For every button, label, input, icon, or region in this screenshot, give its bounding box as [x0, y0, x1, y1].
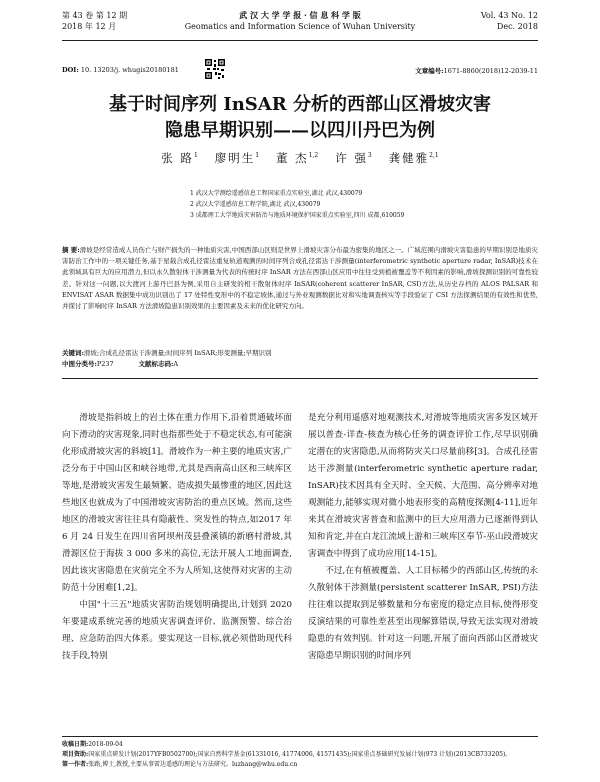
- first-author: 第一作者:张路,博士,教授,主要从事雷达遥感的理论与方法研究。luzhang@whu.edu.cn: [62, 761, 298, 768]
- clc-value: P237: [96, 360, 114, 368]
- header-rule: [62, 40, 538, 41]
- article-number-label: 文章编号:: [415, 67, 444, 75]
- affiliations: [190, 188, 510, 221]
- received-date: 收稿日期:2018-09-04: [62, 741, 123, 748]
- abstract-rule: [62, 378, 538, 379]
- doi-value: 10. 13203/j. whugis20180181: [80, 66, 179, 74]
- header-journal-en: Geomatics and Information Science of Wuhan University: [184, 22, 416, 31]
- author: 龚健雅$^{2,1}$: [388, 151, 439, 165]
- author: 董 杰$^{1,2}$: [276, 151, 319, 165]
- footnote: [62, 740, 538, 770]
- body-paragraph: 滑坡是指斜坡上的岩土体在重力作用下,沿着贯通破坏面向下滑动的灾害现象,同时也指那些处于不稳定状态,有可能演化形成滑坡灾害的斜坡[1]。滑坡作为一种主要的地质灾害,广泛分布于中国山区和峡谷地带,尤其是西南高山区和三峡库区等地,是滑坡灾害发生最频繁、造成损失最惨重的地区,因此这些地区也就成为了中国滑坡灾害防治的重点区域。然而,这些地区的滑坡灾害往往具有隐蔽性、突发性的特点,如2017 年 6 月 24 日发生在四川省阿坝州茂县叠溪镇的新磨村滑坡,其滑源区位于海拔 3 000 多米的高位,无法开展人工地面调查,因此该灾害隐患在灾前完全不为人所知,这使得对灾害的主动防范十分困难[1,2]。: [62, 413, 292, 593]
- body-paragraph: 中国"十三五"地质灾害防治规划明确提出,计划到 2020 年要建成系统完善的地质灾害调查评价、监测预警、综合治理、应急防治四大体系。要实现这一目标,就必须借助现代科技手段,特别: [62, 600, 292, 661]
- keywords-block: [62, 348, 538, 370]
- author: 许 强$^3$: [335, 151, 372, 165]
- keywords-label: 关键词:: [62, 349, 84, 357]
- qr-code-icon[interactable]: [204, 58, 226, 80]
- title-line-1: 基于时间序列 InSAR 分析的西部山区滑坡灾害: [109, 94, 491, 115]
- keywords: [62, 348, 538, 359]
- author: 廖明生$^1$: [214, 151, 260, 165]
- body-column-left: [62, 410, 292, 665]
- abstract-text: 滑坡是经常造成人员伤亡与财产损失的一种地质灾害,中国西部山区则是世界上滑坡灾害分布最为密集的地区之一。广域范围内滑坡灾害隐患的早期识别是地质灾害防治工作中的一项关键任务,基于星载合成孔径雷达重复轨道观测的时间序列合成孔径雷达干涉测量(interferometric synthetic aperture radar, InSAR)技术在此领域具有巨大的应用潜力,但以永久散射体干涉测量为代表的传统时序 InSAR 方法在西部山区应用中往往受到植被覆盖等不利因素的影响,滑坡探测识别的可靠性较差。针对这一问题,以大渡河上游丹巴县为例,采用自主研发的相干散射体时序 InSAR(coherent scatterer InSAR, CSI)方法,从历史存档的 ALOS PALSAR 和 ENVISAT ASAR 数据集中成功识别出了 17 处特性变形中的不稳定坡体,通过与外业观测数据比对和实地调查核实等手段验证了 CSI 方法探测结果的有效性和优势,并探讨了影响时序 InSAR 方法滑坡隐患识别效果的主要因素及未来的优化研究方向。: [62, 246, 538, 311]
- doc-code-value: A: [173, 360, 179, 368]
- doc-code-label: 文献标志码:: [138, 360, 174, 368]
- body-column-right: [308, 410, 538, 665]
- title-line-2: 隐患早期识别——以四川丹巴为例: [165, 120, 435, 141]
- keywords-text: 滑坡;合成孔径雷达干涉测量;时间序列 InSAR;形变测量;早期识别: [83, 349, 272, 357]
- body-paragraph: 不过,在有植被覆盖、人工目标稀少的西部山区,传统的永久散射体干涉测量(persistent scatterer InSAR, PSI)方法往往难以提取到足够数量和分布密度的稳定点目标,使得形变反演结果的可靠性差甚至出现解算错误,导致无法实现对滑坡隐患的有效判别。针对这一问题,开展了面向西部山区滑坡灾害隐患早期识别的时间序列: [308, 566, 538, 661]
- running-header: [62, 6, 538, 40]
- affiliation: 2 武汉大学遥感信息工程学院,湖北 武汉,430079: [190, 201, 321, 208]
- header-right: [481, 10, 538, 32]
- footnote-rule: [62, 736, 538, 737]
- abstract-label: 摘 要:: [62, 246, 80, 254]
- body-paragraph: 是充分利用遥感对地观测技术,对滑坡等地质灾害多发区域开展以普查-详查-核查为核心任务的调查评价工作,尽早识别确定潜在的灾害隐患,从而将防灾关口尽量前移[3]。合成孔径雷达干涉测量(interferometric synthetic aperture radar, InSAR)技术因具有全天时、全天候、大范围、高分辨率对地观测能力,能够实现对微小地表形变的高精度探测[4-11],近年来其在滑坡灾害普查和监测中的巨大应用潜力已逐渐得到认知和肯定,并在白龙江流域上游和三峡库区奉节-巫山段滑坡灾害调查中得到了成功应用[14-15]。: [308, 413, 538, 559]
- header-journal-cn: 武 汉 大 学 学 报 · 信 息 科 学 版: [239, 10, 361, 20]
- doi-label: DOI:: [62, 66, 79, 74]
- article-number: [415, 66, 538, 75]
- abstract: [62, 245, 538, 312]
- header-date-cn: 2018 年 12 月: [62, 22, 117, 31]
- header-volume-cn: 第 43 卷 第 12 期: [62, 11, 128, 20]
- doi-line: [62, 66, 538, 74]
- paper-title: [40, 92, 560, 144]
- header-date-en: Dec. 2018: [496, 22, 538, 31]
- author: 张 路$^1$: [161, 151, 198, 165]
- funding: 项目资助:国家重点研发计划(2017YFB0502700);国家自然科学基金(61331016, 41774006, 41571435);国家重点基础研究发展计划(973 计划)(2013CB733205)。: [62, 751, 512, 758]
- header-volume-en: Vol. 43 No. 12: [480, 11, 538, 20]
- affiliation: 1 武汉大学测绘遥感信息工程国家重点实验室,湖北 武汉,430079: [190, 190, 363, 197]
- author-list: [40, 150, 560, 166]
- classification: [62, 359, 538, 370]
- affiliation: 3 成都理工大学地质灾害防治与地质环境保护国家重点实验室,四川 成都,610059: [190, 212, 405, 219]
- clc-label: 中图分类号:: [62, 360, 97, 368]
- article-number-value: 1671-8860(2018)12-2039-11: [443, 67, 538, 75]
- header-center: [62, 10, 538, 32]
